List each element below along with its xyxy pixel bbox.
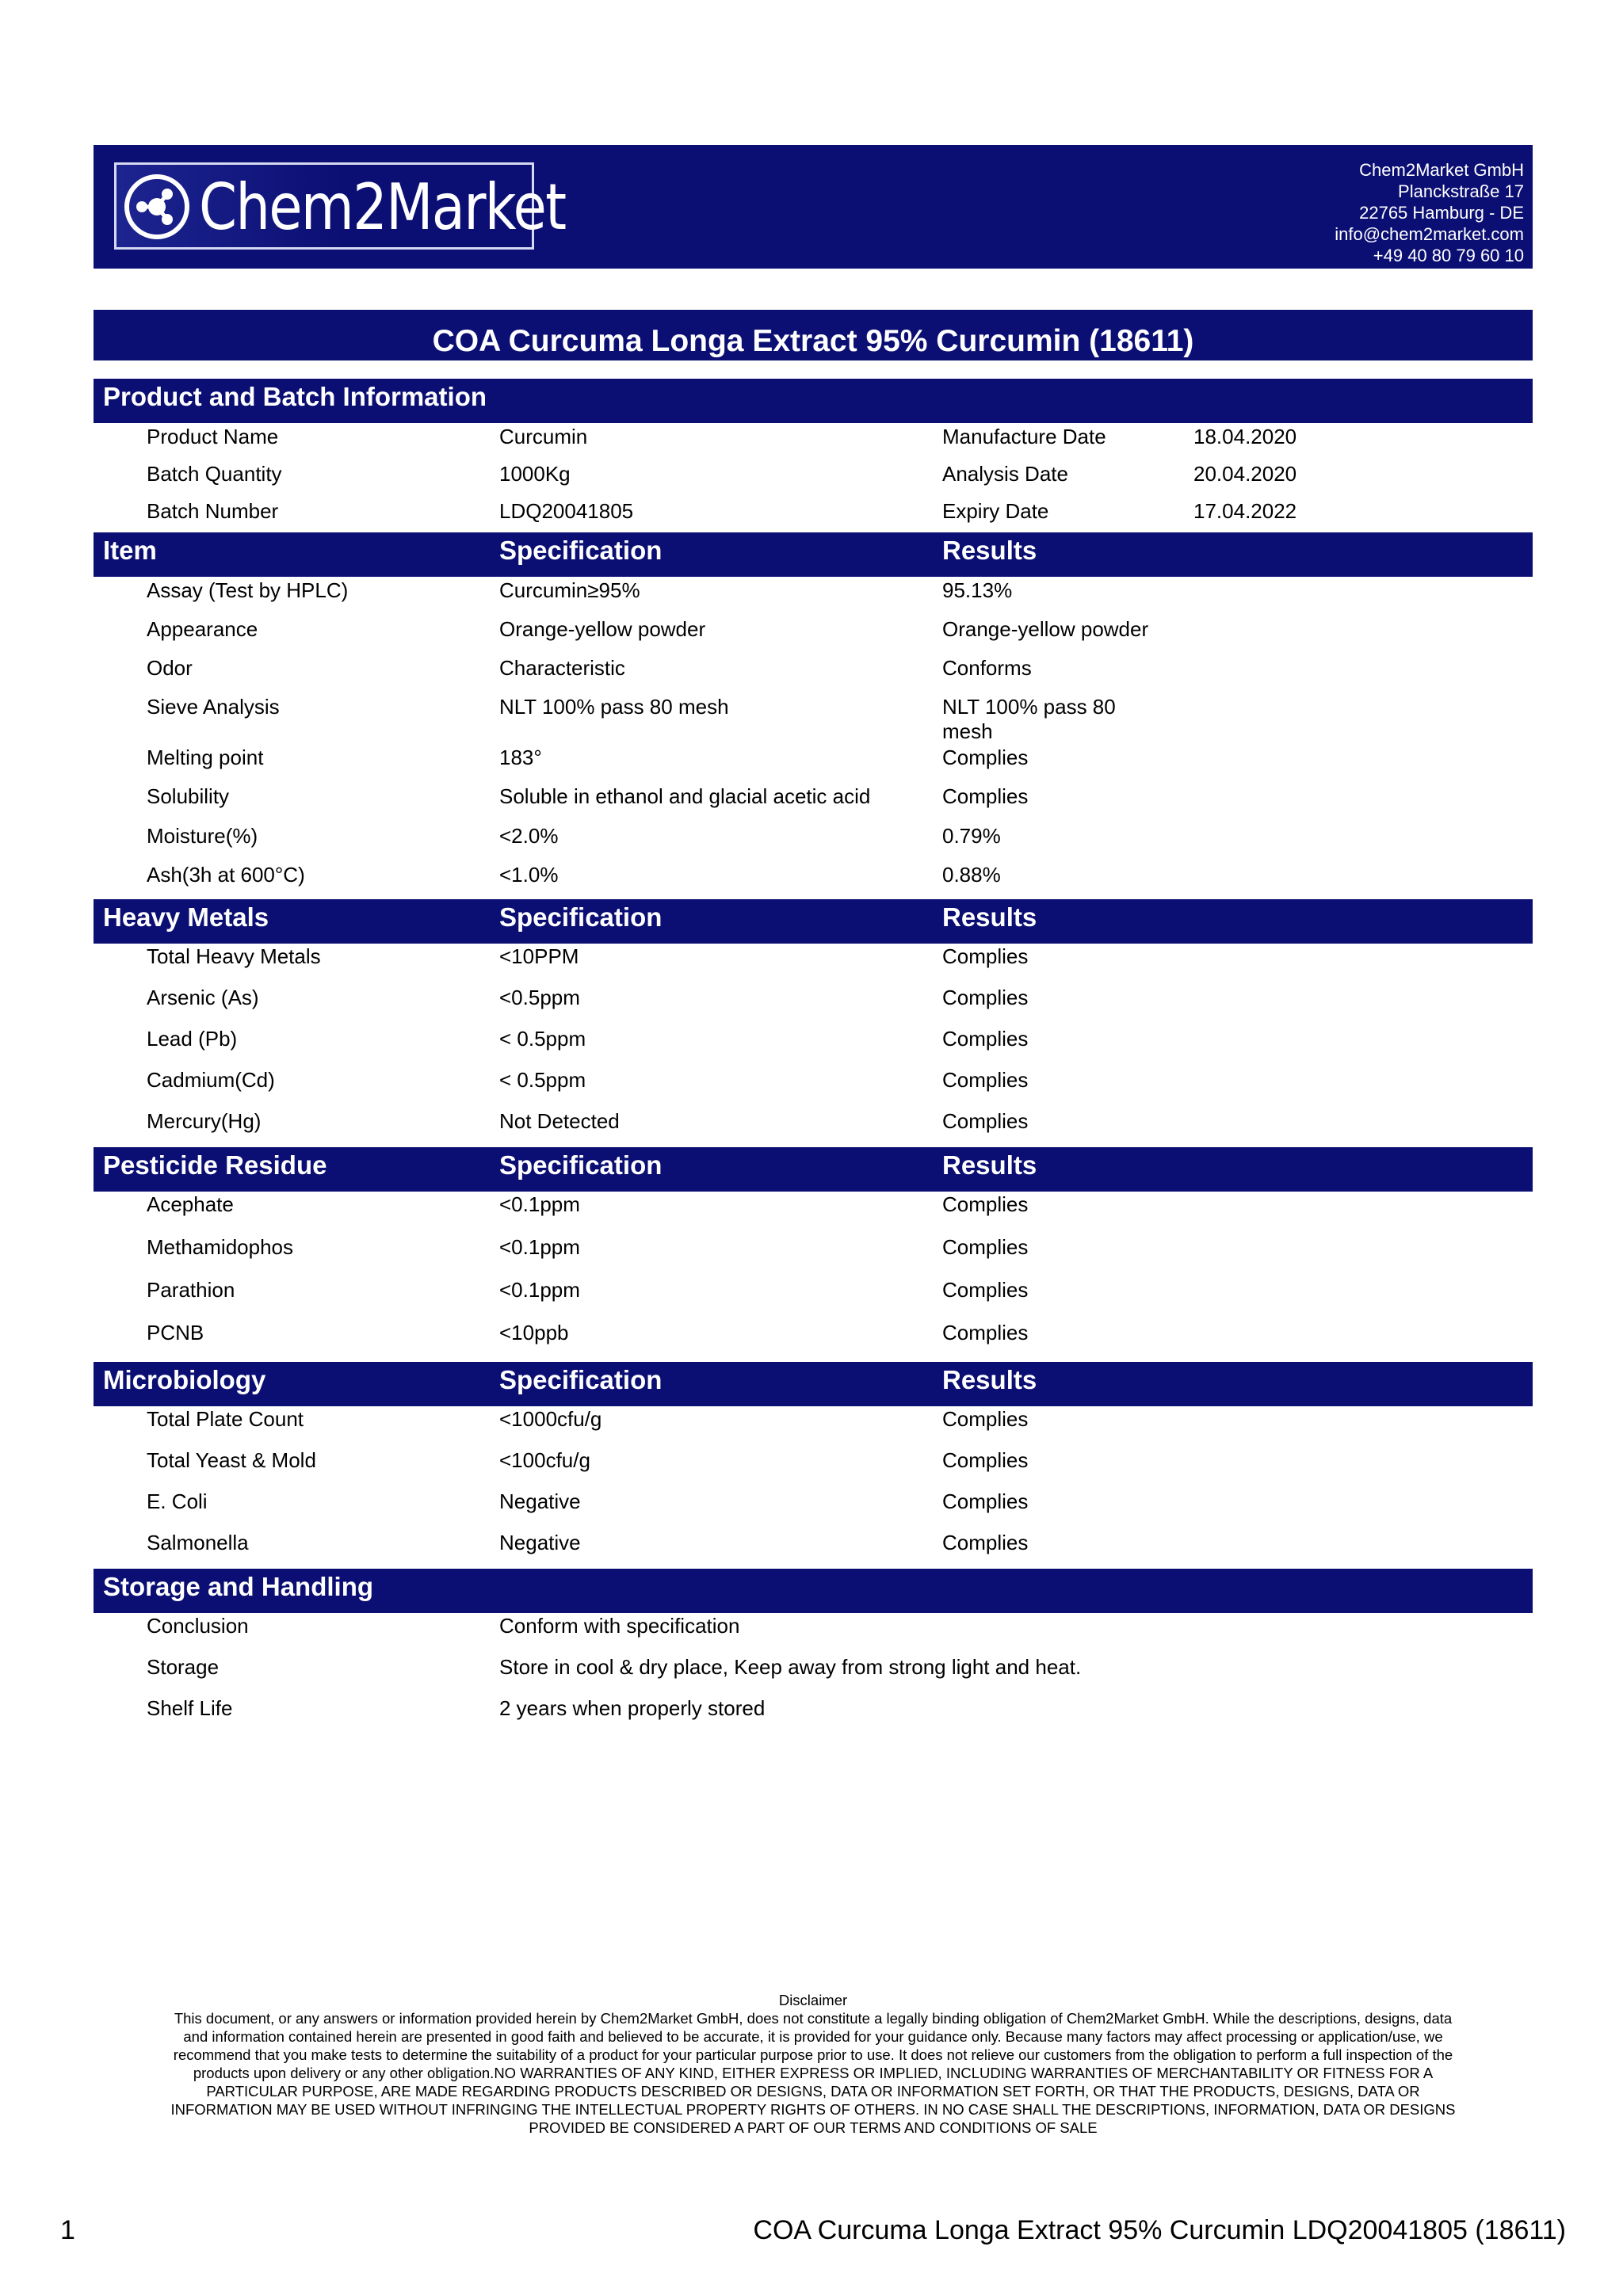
test-result: Complies <box>942 1278 1029 1302</box>
batch-value: 1000Kg <box>499 462 571 486</box>
test-name: Solubility <box>147 784 230 808</box>
storage-label: Storage <box>147 1655 220 1679</box>
test-specification: <0.1ppm <box>499 1192 580 1216</box>
section-header-storage <box>94 1569 1533 1613</box>
molecule-logo-icon <box>123 173 191 241</box>
test-specification: Curcumin≥95% <box>499 578 640 602</box>
test-name: Acephate <box>147 1192 234 1216</box>
test-result: Complies <box>942 1235 1029 1259</box>
test-specification: <1.0% <box>499 863 559 887</box>
company-name: Chem2Market GmbH <box>1359 160 1524 180</box>
test-specification: <10ppb <box>499 1321 569 1344</box>
company-city: 22765 Hamburg - DE <box>1359 203 1524 223</box>
test-specification: Soluble in ethanol and glacial acetic acid <box>499 784 871 808</box>
test-specification: <0.1ppm <box>499 1278 580 1302</box>
batch-value: Curcumin <box>499 425 588 448</box>
section-header-pesticide <box>94 1147 1533 1192</box>
batch-value: 17.04.2022 <box>1193 499 1297 523</box>
disclaimer-title: Disclaimer <box>778 1992 848 2008</box>
batch-label: Batch Quantity <box>147 462 282 486</box>
test-name: Parathion <box>147 1278 235 1302</box>
page-number: 1 <box>60 2215 75 2245</box>
column-header-specification: Specification <box>499 1365 663 1394</box>
section-title: Product and Batch Information <box>103 382 487 411</box>
test-result: Complies <box>942 1192 1029 1216</box>
test-specification: Negative <box>499 1531 581 1554</box>
test-result: 95.13% <box>942 578 1013 602</box>
test-result: Complies <box>942 1531 1029 1554</box>
test-result: Complies <box>942 1321 1029 1344</box>
disclaimer-line: This document, or any answers or information provided herein by Chem2Market GmbH, does not constitute a legally binding obligation of Chem2Market GmbH. While the descriptions, designs, data <box>174 2010 1453 2027</box>
test-name: Moisture(%) <box>147 824 258 848</box>
logo-text: Chem2Market <box>199 170 566 244</box>
storage-value: Store in cool & dry place, Keep away from strong light and heat. <box>499 1655 1082 1679</box>
test-name: PCNB <box>147 1321 204 1344</box>
batch-label: Expiry Date <box>942 499 1049 523</box>
batch-label: Manufacture Date <box>942 425 1106 448</box>
column-header-item: Heavy Metals <box>103 902 269 932</box>
test-result: 0.88% <box>942 863 1001 887</box>
test-name: Total Plate Count <box>147 1407 304 1431</box>
test-specification: <0.1ppm <box>499 1235 580 1259</box>
test-specification: <0.5ppm <box>499 986 580 1009</box>
test-result: Complies <box>942 944 1029 968</box>
storage-value: Conform with specification <box>499 1614 740 1638</box>
company-address <box>1335 159 1524 266</box>
batch-value: 20.04.2020 <box>1193 462 1297 486</box>
column-header-specification: Specification <box>499 1150 663 1180</box>
storage-value: 2 years when properly stored <box>499 1696 766 1720</box>
test-specification: <2.0% <box>499 824 559 848</box>
batch-label: Analysis Date <box>942 462 1068 486</box>
company-phone: +49 40 80 79 60 10 <box>1373 246 1524 265</box>
column-header-results: Results <box>942 536 1037 565</box>
test-specification: <1000cfu/g <box>499 1407 602 1431</box>
test-specification: NLT 100% pass 80 mesh <box>499 695 729 719</box>
test-specification: < 0.5ppm <box>499 1027 586 1051</box>
test-result: Complies <box>942 784 1029 808</box>
test-name: Mercury(Hg) <box>147 1109 262 1133</box>
test-result: Complies <box>942 1109 1029 1133</box>
test-result: Conforms <box>942 656 1032 680</box>
disclaimer-line: INFORMATION MAY BE USED WITHOUT INFRINGING THE INTELLECTUAL PROPERTY RIGHTS OF OTHERS. IN NO CASE SHALL THE DESCRIPTIONS, INFORMATION, DATA OR DESIGNS <box>170 2101 1456 2118</box>
test-specification: 183° <box>499 746 542 769</box>
section-header-heavy-metals <box>94 899 1533 944</box>
test-specification: Orange-yellow powder <box>499 617 706 641</box>
company-logo <box>114 162 566 250</box>
test-name: Sieve Analysis <box>147 695 280 719</box>
test-name: E. Coli <box>147 1489 208 1513</box>
test-name: Melting point <box>147 746 264 769</box>
section-header-microbiology <box>94 1362 1533 1406</box>
test-name: Ash(3h at 600°C) <box>147 863 305 887</box>
test-result: Complies <box>942 1027 1029 1051</box>
section-header-batch <box>94 379 1533 423</box>
storage-label: Shelf Life <box>147 1696 233 1720</box>
disclaimer-line: products upon delivery or any other obligation.NO WARRANTIES OF ANY KIND, EITHER EXPRESS OR IMPLIED, INCLUDING WARRANTIES OF MERCHANTABILITY OR FITNESS FOR A <box>193 2065 1434 2081</box>
column-header-results: Results <box>942 902 1037 932</box>
storage-label: Conclusion <box>147 1614 249 1638</box>
test-name: Odor <box>147 656 193 680</box>
batch-label: Product Name <box>147 425 279 448</box>
batch-label: Batch Number <box>147 499 279 523</box>
test-result: Orange-yellow powder <box>942 617 1149 641</box>
test-specification: Not Detected <box>499 1109 620 1133</box>
test-result: Complies <box>942 1068 1029 1092</box>
company-street: Planckstraße 17 <box>1398 181 1524 201</box>
test-name: Total Yeast & Mold <box>147 1448 316 1472</box>
test-name: Assay (Test by HPLC) <box>147 578 349 602</box>
disclaimer-line: recommend that you make tests to determine the suitability of a product for your particular purpose prior to use. It does not relieve our customers from the obligation to perform a full inspection of the <box>173 2046 1453 2063</box>
test-result: 0.79% <box>942 824 1001 848</box>
test-specification: Characteristic <box>499 656 625 680</box>
column-header-specification: Specification <box>499 536 663 565</box>
test-specification: Negative <box>499 1489 581 1513</box>
test-name: Salmonella <box>147 1531 249 1554</box>
test-result: Complies <box>942 746 1029 769</box>
column-header-item: Microbiology <box>103 1365 266 1394</box>
section-title: Storage and Handling <box>103 1572 374 1601</box>
column-header-results: Results <box>942 1365 1037 1394</box>
test-specification: < 0.5ppm <box>499 1068 586 1092</box>
disclaimer <box>94 1991 1533 2137</box>
disclaimer-line: and information contained herein are presented in good faith and believed to be accurate, it is provided for your guidance only. Because many factors may affect processing or application/use, we <box>183 2028 1443 2045</box>
column-header-specification: Specification <box>499 902 663 932</box>
test-result: Complies <box>942 1448 1029 1472</box>
document-title: COA Curcuma Longa Extract 95% Curcumin (18611) <box>94 310 1533 360</box>
batch-value: LDQ20041805 <box>499 499 634 523</box>
test-specification: <10PPM <box>499 944 579 968</box>
test-result: Complies <box>942 986 1029 1009</box>
test-name: Appearance <box>147 617 258 641</box>
column-header-item: Pesticide Residue <box>103 1150 327 1180</box>
test-name: Methamidophos <box>147 1235 293 1259</box>
section-header-item <box>94 532 1533 577</box>
disclaimer-line: PARTICULAR PURPOSE, ARE MADE REGARDING PRODUCTS DESCRIBED OR DESIGNS, DATA OR INFORMATION SET FORTH, OR THAT THE PRODUCTS, DESIGNS, DATA OR <box>206 2083 1420 2100</box>
letterhead-banner <box>94 145 1533 269</box>
test-result: NLT 100% pass 80 mesh <box>942 695 1116 743</box>
batch-value: 18.04.2020 <box>1193 425 1297 448</box>
test-result: Complies <box>942 1407 1029 1431</box>
test-name: Cadmium(Cd) <box>147 1068 275 1092</box>
test-name: Total Heavy Metals <box>147 944 321 968</box>
disclaimer-line: PROVIDED BE CONSIDERED A PART OF OUR TERMS AND CONDITIONS OF SALE <box>529 2119 1098 2136</box>
test-name: Lead (Pb) <box>147 1027 238 1051</box>
column-header-item: Item <box>103 536 157 565</box>
footer-document-name: COA Curcuma Longa Extract 95% Curcumin LDQ20041805 (18611) <box>753 2215 1566 2245</box>
test-name: Arsenic (As) <box>147 986 259 1009</box>
company-email[interactable]: info@chem2market.com <box>1335 224 1524 244</box>
test-result: Complies <box>942 1489 1029 1513</box>
column-header-results: Results <box>942 1150 1037 1180</box>
test-specification: <100cfu/g <box>499 1448 590 1472</box>
